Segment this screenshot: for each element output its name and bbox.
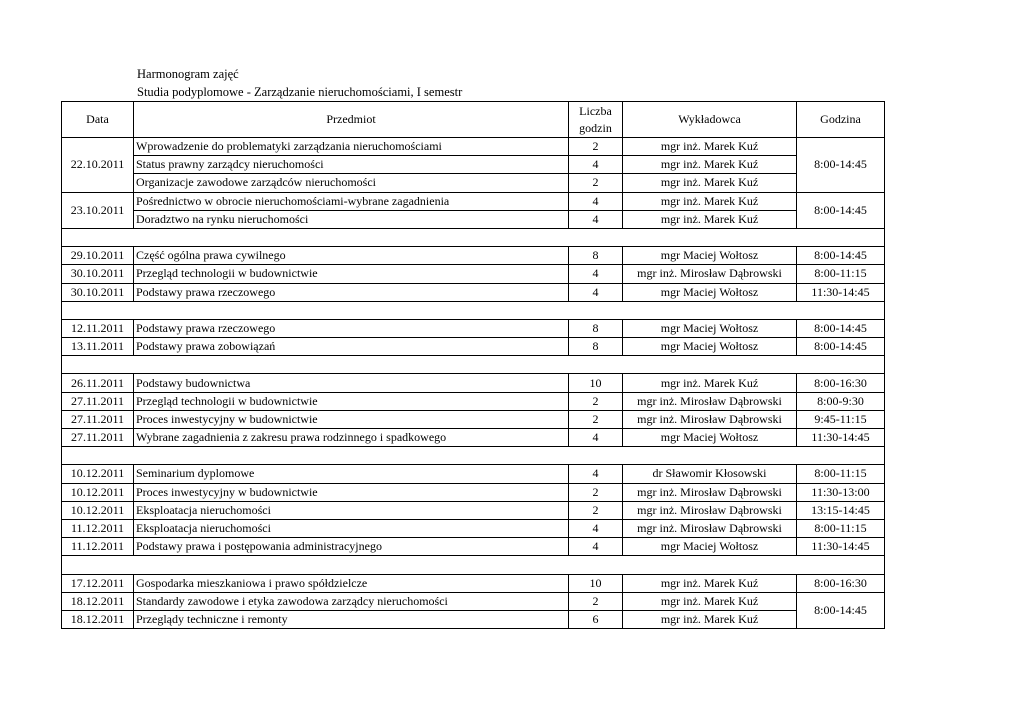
lecturer-cell: mgr inż. Marek Kuź	[623, 610, 797, 628]
lecturer-cell: mgr inż. Mirosław Dąbrowski	[623, 265, 797, 283]
date-cell: 26.11.2011	[62, 374, 134, 392]
time-cell: 8:00-11:15	[797, 519, 885, 537]
table-row	[62, 192, 885, 210]
spacer-row	[62, 356, 885, 374]
subject-cell: Podstawy prawa zobowiązań	[134, 338, 569, 356]
lecturer-cell: mgr inż. Marek Kuź	[623, 574, 797, 592]
date-cell: 11.12.2011	[62, 538, 134, 556]
hours-cell: 4	[569, 210, 623, 228]
time-cell: 9:45-11:15	[797, 410, 885, 428]
subject-cell: Eksploatacja nieruchomości	[134, 501, 569, 519]
time-cell: 8:00-16:30	[797, 574, 885, 592]
table-row	[62, 156, 885, 174]
date-cell: 27.11.2011	[62, 429, 134, 447]
date-cell: 10.12.2011	[62, 465, 134, 483]
spacer-cell	[62, 228, 885, 246]
subject-cell: Przegląd technologii w budownictwie	[134, 265, 569, 283]
subject-cell: Pośrednictwo w obrocie nieruchomościami-wybrane zagadnienia	[134, 192, 569, 210]
lecturer-cell: mgr Maciej Wołtosz	[623, 247, 797, 265]
spacer-cell	[62, 447, 885, 465]
lecturer-cell: mgr inż. Marek Kuź	[623, 592, 797, 610]
spacer-row	[62, 556, 885, 574]
lecturer-cell: mgr inż. Mirosław Dąbrowski	[623, 392, 797, 410]
table-row	[62, 519, 885, 537]
table-row	[62, 538, 885, 556]
subject-cell: Przeglądy techniczne i remonty	[134, 610, 569, 628]
subject-cell: Podstawy prawa i postępowania administracyjnego	[134, 538, 569, 556]
subject-cell: Podstawy prawa rzeczowego	[134, 283, 569, 301]
hours-cell: 2	[569, 592, 623, 610]
hours-cell: 4	[569, 519, 623, 537]
date-cell: 11.12.2011	[62, 519, 134, 537]
hours-cell: 2	[569, 392, 623, 410]
table-row	[62, 592, 885, 610]
lecturer-cell: mgr Maciej Wołtosz	[623, 338, 797, 356]
hours-cell: 2	[569, 483, 623, 501]
time-cell: 11:30-14:45	[797, 283, 885, 301]
time-cell: 8:00-14:45	[797, 192, 885, 228]
hours-cell: 4	[569, 465, 623, 483]
time-cell: 8:00-11:15	[797, 265, 885, 283]
lecturer-cell: mgr inż. Mirosław Dąbrowski	[623, 501, 797, 519]
table-row	[62, 374, 885, 392]
table-row	[62, 265, 885, 283]
table-row	[62, 338, 885, 356]
date-cell: 18.12.2011	[62, 610, 134, 628]
date-cell: 23.10.2011	[62, 192, 134, 228]
table-row	[62, 210, 885, 228]
table-header-row	[62, 102, 885, 138]
lecturer-cell: mgr Maciej Wołtosz	[623, 319, 797, 337]
time-cell: 8:00-14:45	[797, 319, 885, 337]
table-row	[62, 429, 885, 447]
time-cell: 11:30-14:45	[797, 538, 885, 556]
table-row	[62, 574, 885, 592]
date-cell: 10.12.2011	[62, 483, 134, 501]
table-row	[62, 410, 885, 428]
schedule-table	[61, 101, 885, 629]
date-cell: 10.12.2011	[62, 501, 134, 519]
table-row	[62, 392, 885, 410]
lecturer-cell: mgr inż. Mirosław Dąbrowski	[623, 410, 797, 428]
table-row	[62, 174, 885, 192]
subject-cell: Część ogólna prawa cywilnego	[134, 247, 569, 265]
date-cell: 27.11.2011	[62, 410, 134, 428]
date-cell: 29.10.2011	[62, 247, 134, 265]
date-cell: 18.12.2011	[62, 592, 134, 610]
column-header-hours-line2: godzin	[579, 120, 612, 135]
hours-cell: 2	[569, 174, 623, 192]
date-cell: 27.11.2011	[62, 392, 134, 410]
subject-cell: Wybrane zagadnienia z zakresu prawa rodzinnego i spadkowego	[134, 429, 569, 447]
subject-cell: Organizacje zawodowe zarządców nieruchomości	[134, 174, 569, 192]
column-header-subject: Przedmiot	[134, 102, 569, 138]
time-cell: 8:00-16:30	[797, 374, 885, 392]
date-cell: 30.10.2011	[62, 283, 134, 301]
subject-cell: Doradztwo na rynku nieruchomości	[134, 210, 569, 228]
column-header-hours-line1: Liczba	[579, 103, 612, 118]
hours-cell: 10	[569, 574, 623, 592]
time-cell: 8:00-14:45	[797, 592, 885, 628]
lecturer-cell: mgr inż. Marek Kuź	[623, 138, 797, 156]
subject-cell: Przegląd technologii w budownictwie	[134, 392, 569, 410]
spacer-row	[62, 447, 885, 465]
subject-cell: Podstawy budownictwa	[134, 374, 569, 392]
subject-cell: Status prawny zarządcy nieruchomości	[134, 156, 569, 174]
lecturer-cell: mgr inż. Marek Kuź	[623, 156, 797, 174]
document-title: Harmonogram zajęć	[137, 67, 239, 81]
date-cell: 12.11.2011	[62, 319, 134, 337]
table-row	[62, 247, 885, 265]
lecturer-cell: mgr inż. Marek Kuź	[623, 174, 797, 192]
subject-cell: Eksploatacja nieruchomości	[134, 519, 569, 537]
lecturer-cell: mgr inż. Marek Kuź	[623, 192, 797, 210]
subject-cell: Standardy zawodowe i etyka zawodowa zarządcy nieruchomości	[134, 592, 569, 610]
hours-cell: 4	[569, 265, 623, 283]
date-cell: 30.10.2011	[62, 265, 134, 283]
spacer-row	[62, 301, 885, 319]
subject-cell: Seminarium dyplomowe	[134, 465, 569, 483]
table-row	[62, 483, 885, 501]
lecturer-cell: mgr Maciej Wołtosz	[623, 538, 797, 556]
time-cell: 8:00-14:45	[797, 338, 885, 356]
hours-cell: 4	[569, 283, 623, 301]
time-cell: 13:15-14:45	[797, 501, 885, 519]
table-row	[62, 610, 885, 628]
hours-cell: 4	[569, 192, 623, 210]
time-cell: 11:30-14:45	[797, 429, 885, 447]
hours-cell: 8	[569, 319, 623, 337]
time-cell: 8:00-9:30	[797, 392, 885, 410]
spacer-cell	[62, 356, 885, 374]
table-row	[62, 138, 885, 156]
hours-cell: 8	[569, 338, 623, 356]
hours-cell: 2	[569, 138, 623, 156]
column-header-hours	[569, 102, 623, 138]
table-row	[62, 319, 885, 337]
spacer-cell	[62, 301, 885, 319]
lecturer-cell: mgr Maciej Wołtosz	[623, 429, 797, 447]
subject-cell: Podstawy prawa rzeczowego	[134, 319, 569, 337]
document-subtitle: Studia podyplomowe - Zarządzanie nieruchomościami, I semestr	[137, 85, 463, 99]
subject-cell: Gospodarka mieszkaniowa i prawo spółdzielcze	[134, 574, 569, 592]
lecturer-cell: mgr Maciej Wołtosz	[623, 283, 797, 301]
subject-cell: Proces inwestycyjny w budownictwie	[134, 410, 569, 428]
time-cell: 8:00-11:15	[797, 465, 885, 483]
lecturer-cell: mgr inż. Marek Kuź	[623, 210, 797, 228]
lecturer-cell: mgr inż. Marek Kuź	[623, 374, 797, 392]
hours-cell: 4	[569, 429, 623, 447]
column-header-lecturer: Wykładowca	[623, 102, 797, 138]
lecturer-cell: mgr inż. Mirosław Dąbrowski	[623, 519, 797, 537]
lecturer-cell: mgr inż. Mirosław Dąbrowski	[623, 483, 797, 501]
hours-cell: 10	[569, 374, 623, 392]
hours-cell: 4	[569, 156, 623, 174]
hours-cell: 4	[569, 538, 623, 556]
time-cell: 11:30-13:00	[797, 483, 885, 501]
table-row	[62, 283, 885, 301]
hours-cell: 2	[569, 410, 623, 428]
column-header-date: Data	[62, 102, 134, 138]
hours-cell: 2	[569, 501, 623, 519]
lecturer-cell: dr Sławomir Kłosowski	[623, 465, 797, 483]
date-cell: 22.10.2011	[62, 138, 134, 193]
hours-cell: 6	[569, 610, 623, 628]
date-cell: 17.12.2011	[62, 574, 134, 592]
spacer-cell	[62, 556, 885, 574]
table-row	[62, 465, 885, 483]
subject-cell: Proces inwestycyjny w budownictwie	[134, 483, 569, 501]
column-header-time: Godzina	[797, 102, 885, 138]
time-cell: 8:00-14:45	[797, 247, 885, 265]
schedule-body	[62, 138, 885, 629]
time-cell: 8:00-14:45	[797, 138, 885, 193]
table-row	[62, 501, 885, 519]
date-cell: 13.11.2011	[62, 338, 134, 356]
subject-cell: Wprowadzenie do problematyki zarządzania nieruchomościami	[134, 138, 569, 156]
hours-cell: 8	[569, 247, 623, 265]
spacer-row	[62, 228, 885, 246]
